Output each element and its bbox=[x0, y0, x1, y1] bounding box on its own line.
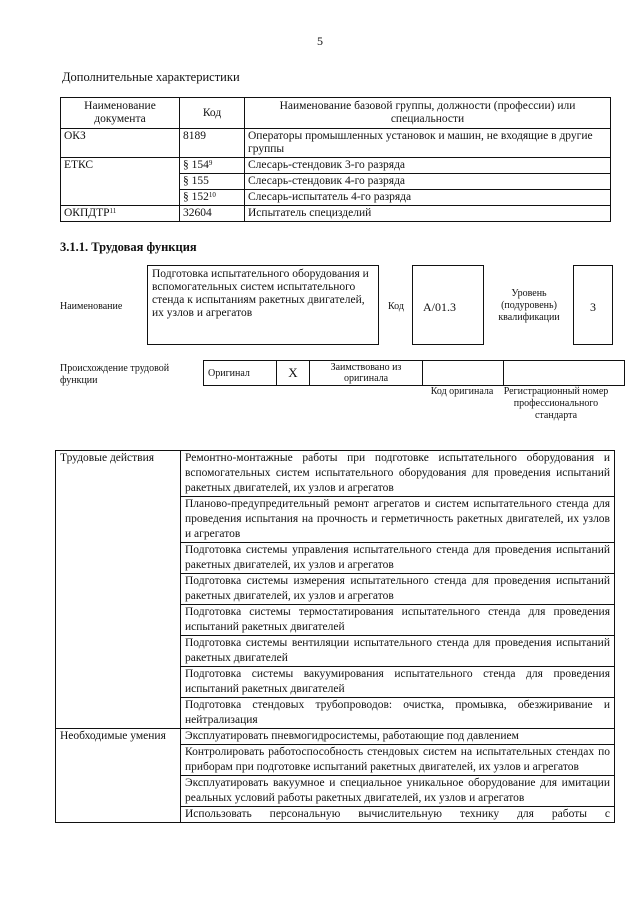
code-cell bbox=[180, 174, 245, 190]
footnote-mark: 10 bbox=[208, 191, 216, 199]
registration-number-cell bbox=[504, 361, 625, 386]
original-code-cell bbox=[423, 361, 504, 386]
additional-characteristics-table bbox=[60, 97, 611, 222]
origin-table bbox=[203, 360, 625, 386]
doc-cell: ОКЗ bbox=[61, 129, 180, 158]
header-code: Код bbox=[180, 98, 245, 129]
name-cell: Слесарь-испытатель 4-го разряда bbox=[245, 190, 611, 206]
list-item: Подготовка системы вентиляции испытательного стенда для проведения испытаний ракетных двигателей bbox=[181, 636, 615, 667]
table-row bbox=[61, 206, 611, 222]
name-cell: Слесарь-стендовик 3-го разряда bbox=[245, 158, 611, 174]
function-code-box: A/01.3 bbox=[412, 265, 484, 345]
registration-number-caption: Регистрационный номер профессионального стандарта bbox=[503, 386, 609, 421]
skills-label: Необходимые умения bbox=[56, 729, 181, 823]
list-item: Планово-предупредительный ремонт агрегатов и систем испытательного стенда для проведения испытания на прочность и герметичность ракетных двигателей, их узлов и агрегатов bbox=[181, 497, 615, 543]
function-name-label: Наименование bbox=[60, 301, 123, 312]
doc-cell: ЕТКС bbox=[61, 158, 180, 206]
function-name-box: Подготовка испытательного оборудования и вспомогательных систем испытательного стенда к испытаниям ракетных двигателей, их узлов и агрегатов bbox=[147, 265, 379, 345]
code-cell: 8189 bbox=[180, 129, 245, 158]
list-item: Контролировать работоспособность стендовых систем на испытательных стендах по приборам при подготовке испытаний ракетных двигателей, их узлов и агрегатов bbox=[181, 745, 615, 776]
code-cell: 32604 bbox=[180, 206, 245, 222]
qualification-level-label: Уровень (подуровень) квалификации bbox=[498, 288, 560, 323]
list-item: Подготовка системы термостатирования испытательного стенда для проведения испытаний ракетных двигателей bbox=[181, 605, 615, 636]
borrowed-label: Заимствовано из оригинала bbox=[310, 361, 423, 386]
doc-cell bbox=[61, 206, 180, 222]
list-item: Эксплуатировать вакуумное и специальное уникальное оборудование для имитации реальных условий работы ракетных двигателей, их узлов и агрегатов bbox=[181, 776, 615, 807]
list-item: Подготовка системы вакуумирования испытательного стенда для проведения испытаний ракетных двигателей bbox=[181, 667, 615, 698]
labor-actions-label: Трудовые действия bbox=[56, 451, 181, 729]
table-row bbox=[56, 729, 615, 745]
labor-function-title: 3.1.1. Трудовая функция bbox=[60, 240, 197, 254]
table-row bbox=[56, 451, 615, 497]
doc-text: ОКПДТР bbox=[64, 207, 110, 219]
labor-function-details-table bbox=[55, 450, 615, 823]
function-code-label: Код bbox=[388, 301, 404, 312]
header-name: Наименование базовой группы, должности (профессии) или специальности bbox=[245, 98, 611, 129]
list-item: Ремонтно-монтажные работы при подготовке испытательного оборудования и вспомогательных систем испытательного оборудования для проведения испытаний ракетных двигателей, их узлов и агрегатов bbox=[181, 451, 615, 497]
original-code-caption: Код оригинала bbox=[430, 386, 494, 397]
page-number: 5 bbox=[317, 34, 323, 48]
list-item: Эксплуатировать пневмогидросистемы, работающие под давлением bbox=[181, 729, 615, 745]
list-item: Подготовка системы управления испытательного стенда для проведения испытаний ракетных двигателей, их узлов и агрегатов bbox=[181, 543, 615, 574]
name-cell: Слесарь-стендовик 4-го разряда bbox=[245, 174, 611, 190]
code-cell bbox=[180, 190, 245, 206]
footnote-mark: 11 bbox=[109, 207, 117, 215]
original-mark: X bbox=[277, 361, 310, 386]
list-item: Использовать персональную вычислительную технику для работы с bbox=[181, 807, 615, 823]
list-item: Подготовка системы измерения испытательного стенда для проведения испытаний ракетных двигателей, их узлов и агрегатов bbox=[181, 574, 615, 605]
list-item: Подготовка стендовых трубопроводов: очистка, промывка, обезжиривание и нейтрализация bbox=[181, 698, 615, 729]
footnote-mark: 9 bbox=[208, 159, 213, 167]
origin-label: Происхождение трудовой функции bbox=[60, 363, 170, 386]
header-doc: Наименование документа bbox=[61, 98, 180, 129]
original-label: Оригинал bbox=[204, 361, 277, 386]
qualification-level-box: 3 bbox=[573, 265, 613, 345]
additional-characteristics-heading: Дополнительные характеристики bbox=[62, 70, 240, 84]
code-text: § 154 bbox=[183, 159, 209, 171]
code-cell bbox=[180, 158, 245, 174]
code-text: § 152 bbox=[183, 191, 209, 203]
name-cell: Операторы промышленных установок и машин, не входящие в другие группы bbox=[245, 129, 611, 158]
table-row bbox=[61, 129, 611, 158]
name-cell: Испытатель специзделий bbox=[245, 206, 611, 222]
table-row bbox=[61, 158, 611, 174]
table-header-row bbox=[61, 98, 611, 129]
code-text: § 155 bbox=[183, 175, 209, 187]
